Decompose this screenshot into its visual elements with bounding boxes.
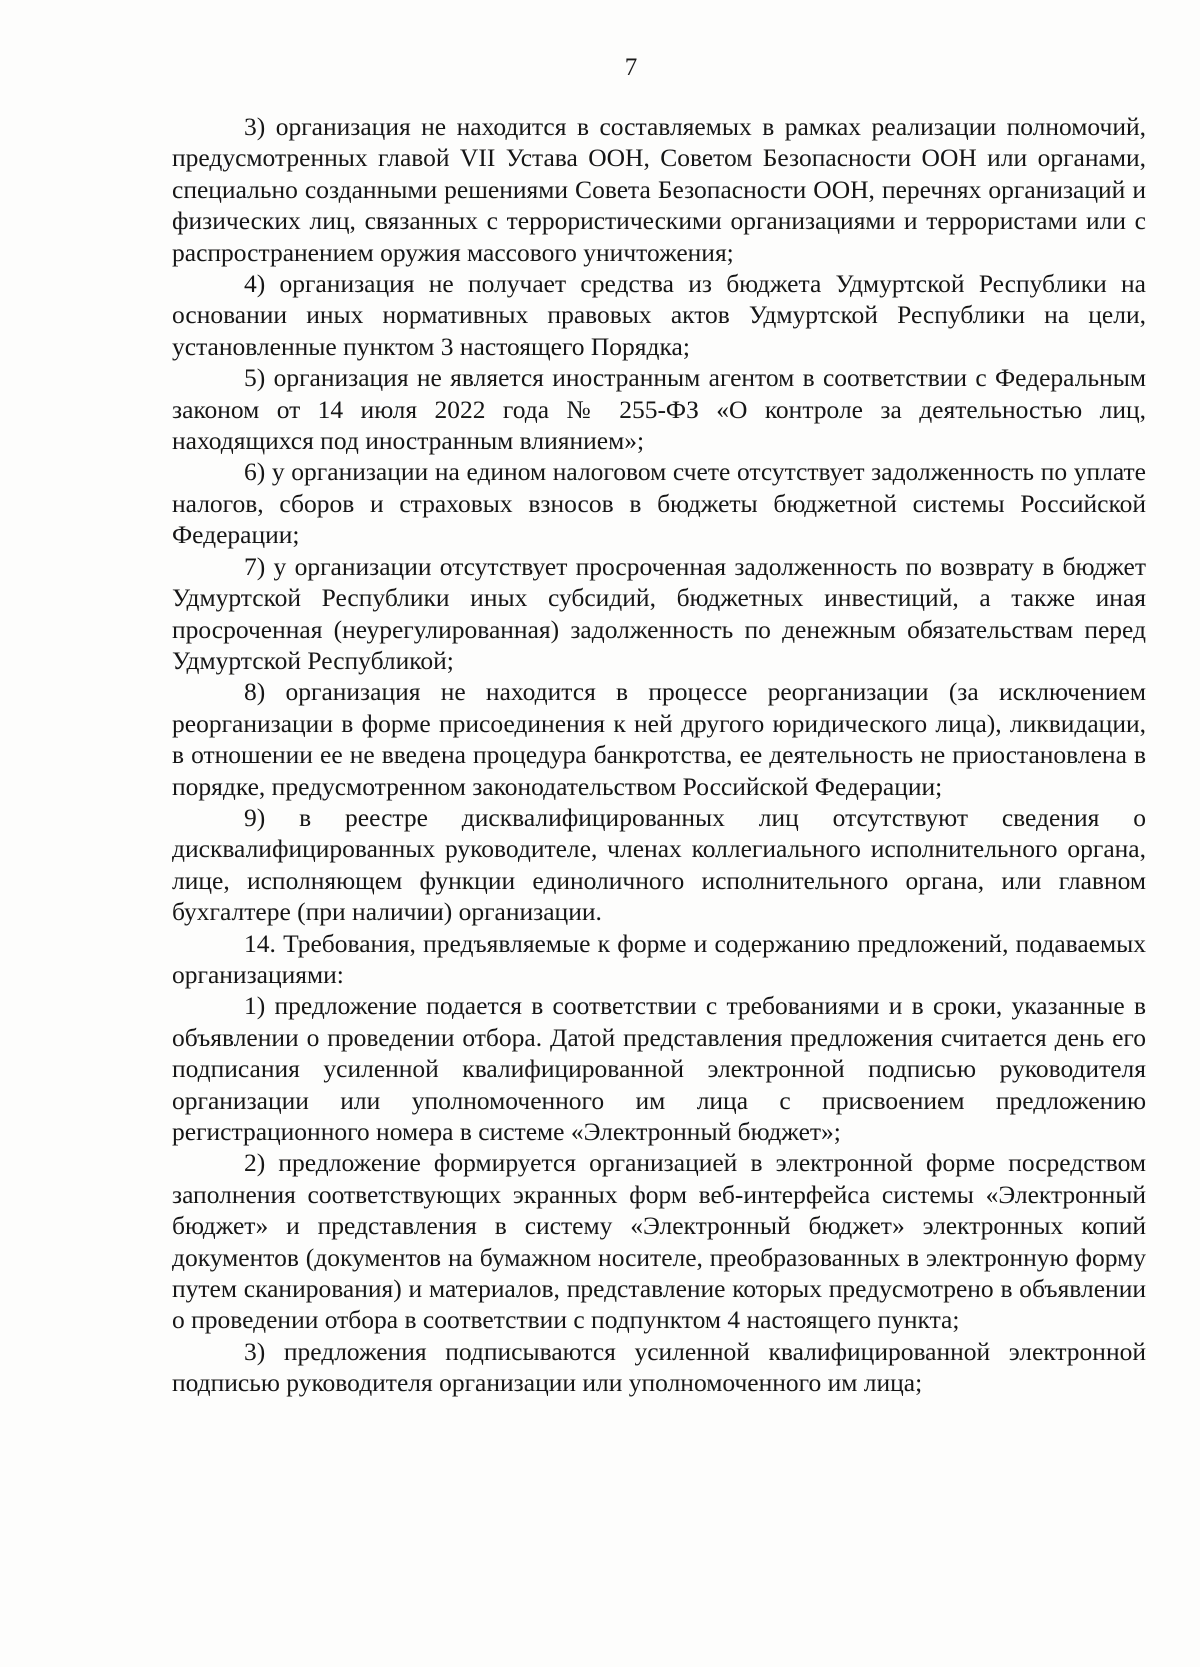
paragraph-item-7-overdue-debt: 7) у организации отсутствует просроченная задолженность по возврату в бюджет Удмуртской Республики иных субсидий, бюджетных инвестиций, а также иная просроченная (неурегулированная) задолженность по денежным обязательствам перед Удмуртской Республикой;: [172, 551, 1146, 675]
paragraph-item-4-budget-funds: 4) организация не получает средства из бюджета Удмуртской Республики на основании иных нормативных правовых актов Удмуртской Республики на цели, установленные пунктом 3 настоящего Порядка;: [172, 269, 1146, 361]
paragraph-item-6-tax-debt: 6) у организации на едином налоговом счете отсутствует задолженность по уплате налогов, сборов и страховых взносов в бюджеты бюджетной системы Российской Федерации;: [172, 457, 1146, 550]
paragraph-section-14-item-3: 3) предложения подписываются усиленной квалифицированной электронной подписью руководителя организации или уполномоченного им лица;: [172, 1336, 1146, 1398]
paragraph-item-9-disqualified-persons: 9) в реестре дисквалифицированных лиц отсутствуют сведения о дисквалифицированных руководителе, членах коллегиального исполнительного органа, лице, исполняющем функции единоличного исполнительного органа, или главном бухгалтере (при наличии) организации.: [172, 802, 1146, 927]
paragraph-item-8-reorganization: 8) организация не находится в процессе реорганизации (за исключением реорганизации в форме присоединения к ней другого юридического лица), ликвидации, в отношении ее не введена процедура банкротства, ее деятельность не приостановлена в порядке, предусмотренном законодательством Российской Федерации;: [172, 677, 1146, 801]
paragraph-section-14-heading: 14. Требования, предъявляемые к форме и содержанию предложений, подаваемых организациями:: [172, 928, 1146, 989]
paragraph-section-14-item-1: 1) предложение подается в соответствии с требованиями и в сроки, указанные в объявлении о проведении отбора. Датой представления предложения считается день его подписания усиленной квалифицированной электронной подписью руководителя организации или уполномоченного им лица с присвоением предложению регистрационного номера в системе «Электронный бюджет»;: [172, 991, 1146, 1146]
document-body: [172, 111, 1146, 1399]
page-number: 7: [624, 54, 638, 81]
paragraph-section-14-item-2: 2) предложение формируется организацией в электронной форме посредством заполнения соответствующих экранных форм веб-интерфейса системы «Электронный бюджет» и представления в систему «Электронный бюджет» электронных копий документов (документов на бумажном носителе, преобразованных в электронную форму путем сканирования) и материалов, представление которых предусмотрено в объявлении о проведении отбора в соответствии с подпунктом 4 настоящего пункта;: [172, 1148, 1146, 1335]
paragraph-item-5-foreign-agent: 5) организация не является иностранным агентом в соответствии с Федеральным законом от 14 июля 2022 года № 255-ФЗ «О контроле за деятельностью лиц, находящихся под иностранным влиянием»;: [172, 363, 1146, 456]
paragraph-item-3-un-sanctions: 3) организация не находится в составляемых в рамках реализации полномочий, предусмотренных главой VII Устава ООН, Советом Безопасности ООН или органами, специально созданными решениями Совета Безопасности ООН, перечнях организаций и физических лиц, связанных с террористическими организациями и террористами или с распространением оружия массового уничтожения;: [172, 112, 1146, 267]
